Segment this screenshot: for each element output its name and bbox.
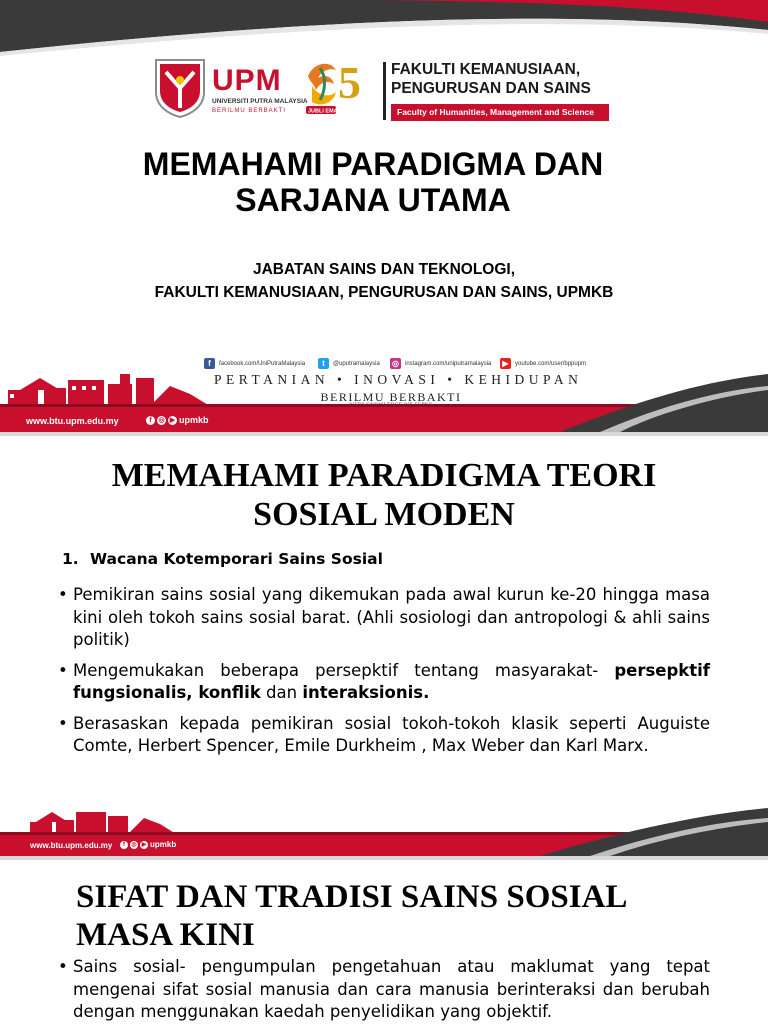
bullet-text: Pemikiran sains sosial yang dikemukan pada awal kurun ke-20 hingga masa kini oleh tokoh sains sosial barat. (Ahli sosiologi dan antropologi & ahli sains politik) bbox=[73, 585, 710, 649]
faculty-title bbox=[391, 60, 591, 98]
list-item bbox=[58, 584, 710, 652]
twitter-icon: t bbox=[318, 358, 329, 369]
footer-url[interactable]: www.btu.upm.edu.my bbox=[26, 416, 119, 426]
slide2-title bbox=[0, 456, 768, 534]
slide1-subtitle-line2: FAKULTI KEMANUSIAAN, PENGURUSAN DAN SAINS, UPMKB bbox=[154, 284, 614, 301]
bullet-text: Mengemukakan beberapa persepktif tentang masyarakat- bbox=[73, 660, 615, 680]
footer-facebook-icon: f bbox=[120, 841, 128, 849]
slide-paradigma-teori bbox=[0, 436, 768, 856]
slide3-title-line1: SIFAT DAN TRADISI SAINS SOSIAL bbox=[76, 879, 628, 915]
section-heading-text: Wacana Kotemporari Sains Sosial bbox=[90, 550, 383, 568]
upm-subtitle: UNIVERSITI PUTRA MALAYSIA bbox=[212, 98, 308, 105]
list-item bbox=[58, 956, 710, 1024]
slide1-subtitle-line1: JABATAN SAINS DAN TEKNOLOGI, bbox=[252, 261, 516, 278]
youtube-icon: ▶ bbox=[500, 358, 511, 369]
faculty-english-band: Faculty of Humanities, Management and Science bbox=[391, 104, 609, 121]
list-item bbox=[58, 660, 710, 705]
bullet-bold-perspektif: persepktif fungsionalis, konflik bbox=[73, 660, 710, 702]
bullet-text-dan: dan bbox=[260, 683, 303, 702]
social-instagram-text: instagram.com/uniputramalaysia bbox=[405, 360, 492, 367]
upm-wordmark: UPM bbox=[212, 64, 282, 97]
jubli-emas-50-logo bbox=[300, 56, 376, 118]
motto-line: PERTANIAN • INOVASI • KEHIDUPAN bbox=[214, 372, 583, 387]
bullet-text: Berasaskan kepada pemikiran sosial tokoh-tokoh klasik seperti Auguiste Comte, Herbert Spencer, Emile Durkheim , Max Weber dan Karl Marx. bbox=[73, 713, 710, 755]
logo-divider bbox=[383, 62, 386, 120]
slide1-title-line1: MEMAHAMI PARADIGMA DAN bbox=[142, 146, 604, 182]
instagram-icon: ◎ bbox=[390, 358, 401, 369]
berilmu-berbakti: BERILMU BERBAKTI bbox=[320, 390, 462, 404]
slide2-title-line2: SOSIAL MODEN bbox=[253, 496, 515, 533]
bullet-glyph: • bbox=[58, 713, 68, 733]
footer-social[interactable] bbox=[146, 415, 209, 425]
footer-url[interactable]: www.btu.upm.edu.my bbox=[30, 841, 113, 850]
footer-instagram-icon: ◎ bbox=[158, 416, 165, 424]
slide3-title-line2: MASA KINI bbox=[76, 917, 255, 953]
upm-logo bbox=[154, 58, 308, 120]
slide2-title-line1: MEMAHAMI PARADIGMA TEORI bbox=[111, 457, 657, 494]
list-item bbox=[58, 713, 710, 758]
social-facebook-text: facebook.com/UniPutraMalaysia bbox=[219, 360, 306, 367]
slide3-title bbox=[76, 878, 716, 954]
jubli-emas-label: JUBLI EMAS bbox=[308, 108, 342, 115]
footer-social-text: upmkb bbox=[179, 415, 209, 425]
fifty-numeral: 5 bbox=[338, 57, 361, 108]
upm-shield-icon bbox=[154, 58, 206, 118]
footer-instagram-icon: ◎ bbox=[131, 841, 137, 848]
campus-buildings-icon bbox=[30, 812, 176, 834]
slide1-title bbox=[0, 146, 746, 218]
social-youtube-text: youtube.com/user/bppupm bbox=[515, 360, 587, 367]
footer-facebook-icon: f bbox=[146, 416, 155, 425]
social-twitter-text: @uputramalaysia bbox=[333, 360, 380, 367]
top-swoosh bbox=[0, 0, 768, 60]
slide-title bbox=[0, 0, 768, 432]
slide1-subtitle bbox=[0, 258, 768, 304]
bullet-glyph: • bbox=[58, 660, 68, 680]
slide2-section-heading bbox=[62, 550, 383, 568]
slide-sifat-tradisi bbox=[0, 860, 768, 1024]
section-number: 1. bbox=[62, 550, 79, 568]
footer-social[interactable] bbox=[120, 840, 176, 849]
slide1-title-line2: SARJANA UTAMA bbox=[235, 182, 511, 218]
slide2-bullet-list bbox=[58, 584, 710, 766]
footer-social-text: upmkb bbox=[150, 840, 177, 849]
bullet-glyph: • bbox=[58, 585, 68, 604]
campus-buildings-icon bbox=[8, 374, 210, 406]
slide3-bullet-list bbox=[58, 956, 710, 1024]
bullet-glyph: • bbox=[58, 957, 68, 976]
faculty-title-line1: FAKULTI KEMANUSIAAN, bbox=[391, 61, 581, 78]
bullet-bold-interaksionis: interaksionis. bbox=[302, 683, 430, 702]
bullet-text: Sains sosial- pengumpulan pengetahuan atau maklumat yang tepat mengenai sifat sosial manusia dan cara manusia berinteraksi dan berubah dengan menggunakan kaedah penyelidikan yang objektif. bbox=[73, 957, 710, 1021]
footer-youtube-icon: ▶ bbox=[169, 416, 176, 424]
upm-tagline: BERILMU BERBAKTI bbox=[212, 108, 287, 114]
footer-youtube-icon: ▶ bbox=[141, 841, 147, 848]
footer-banner bbox=[0, 800, 768, 856]
facebook-icon: f bbox=[204, 358, 215, 369]
faculty-title-line2: PENGURUSAN DAN SAINS bbox=[391, 80, 591, 97]
